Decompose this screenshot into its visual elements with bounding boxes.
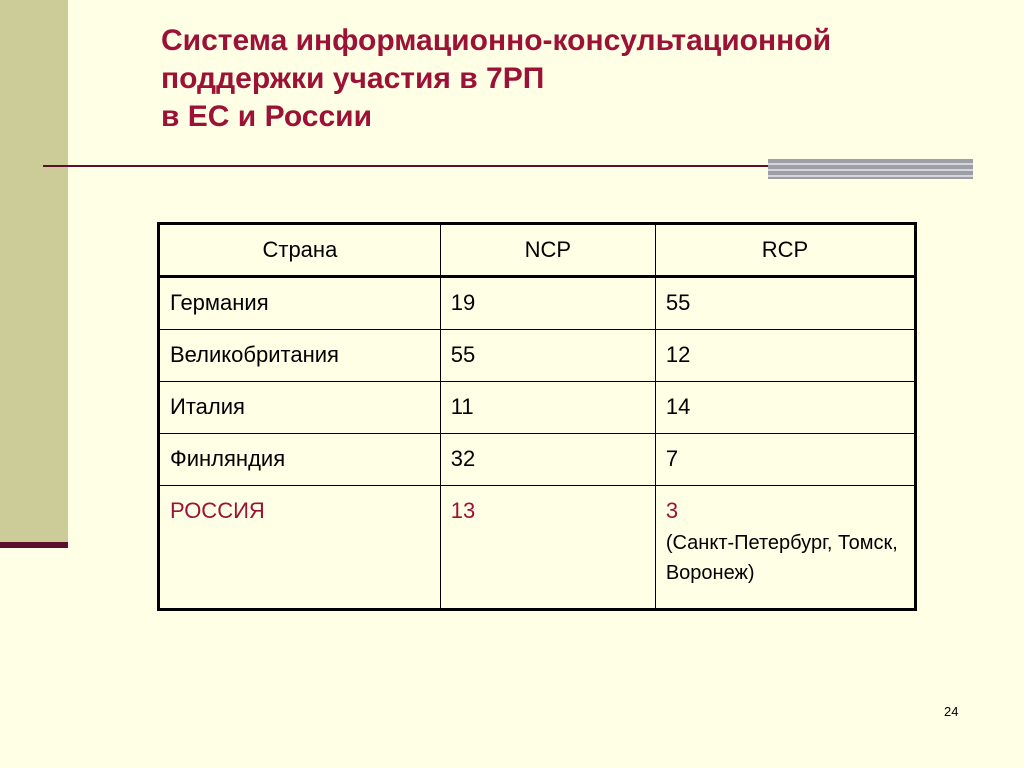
cell-ncp: 19 [440, 277, 655, 330]
cell-ncp: 13 [440, 486, 655, 610]
table-row [159, 330, 916, 382]
cell-rcp: 7 [655, 434, 915, 486]
sidebar-underline [0, 542, 68, 548]
header-rcp: RCP [655, 224, 915, 277]
cell-rcp: 12 [655, 330, 915, 382]
slide-title [161, 22, 961, 136]
cell-rcp [655, 486, 915, 610]
rcp-value: 3 [665, 498, 679, 523]
table-row [159, 277, 916, 330]
cell-country: РОССИЯ [159, 486, 441, 610]
table-row [159, 434, 916, 486]
sidebar-decoration [0, 0, 68, 543]
divider-accent-bar [768, 159, 973, 179]
cell-rcp: 55 [655, 277, 915, 330]
rcp-cities-note: (Санкт-Петербург, Томск, Воронеж) [665, 532, 898, 584]
cell-country: Финляндия [159, 434, 441, 486]
cell-ncp: 32 [440, 434, 655, 486]
cell-ncp: 11 [440, 382, 655, 434]
table-row [159, 382, 916, 434]
ncp-rcp-table [157, 222, 917, 611]
header-ncp: NCP [440, 224, 655, 277]
table-header-row [159, 224, 916, 277]
title-line-3: в ЕС и России [161, 100, 373, 133]
cell-country: Великобритания [159, 330, 441, 382]
page-number: 24 [944, 704, 959, 719]
title-line-1: Система информационно-консультационной [161, 24, 832, 57]
header-country: Страна [159, 224, 441, 277]
cell-country: Германия [159, 277, 441, 330]
cell-rcp: 14 [655, 382, 915, 434]
cell-country: Италия [159, 382, 441, 434]
table-row-russia [159, 486, 916, 610]
title-line-2: поддержки участия в 7РП [161, 62, 545, 95]
cell-ncp: 55 [440, 330, 655, 382]
